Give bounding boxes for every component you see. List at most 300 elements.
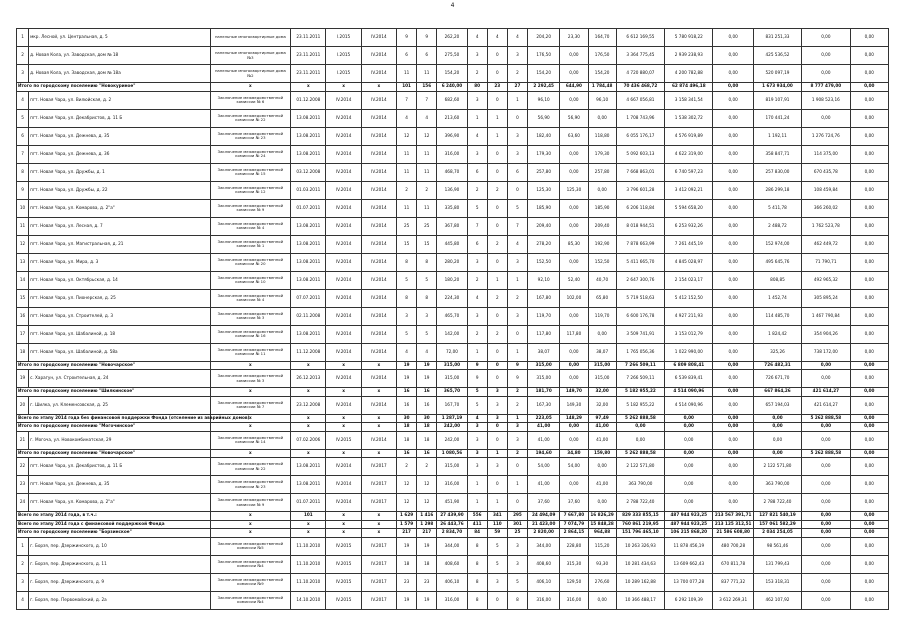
value-cell: 149,70 [560,388,588,397]
value-cell: 316,00 [528,591,560,609]
value-cell: 12 [397,476,417,494]
value-cell: 1 298 [417,520,437,529]
value-cell: 18 [417,431,437,449]
value-cell: x [210,520,291,529]
value-cell: 0,00 [713,423,753,432]
value-cell: 1 080,56 [437,449,467,458]
value-cell: 1 538 302,72 [665,109,713,127]
row-number-cell: 10 [17,199,29,217]
document-date-cell: 13.08.2011 [291,145,326,163]
value-cell: 0,00 [713,361,753,370]
value-cell: 32,00 [588,388,616,397]
value-cell: 421 614,27 [802,396,850,414]
row-number-cell: 18 [17,343,29,361]
value-cell: 11 [397,145,417,163]
value-cell: 808,85 [753,271,801,289]
value-cell: 0,00 [713,370,753,388]
value-cell: 136,90 [437,181,467,199]
value-cell: 7 266 509,11 [616,370,664,388]
value-cell: 0,00 [713,109,753,127]
document-date-cell: 23.11.2011 [291,65,326,83]
total-label-cell: Итого по городскому поселению "Шилкинское" [17,388,211,397]
value-cell: 829 333 855,15 [616,512,664,521]
total-label-cell: Всего по этапу 2014 года с финансовой поддержкой Фонда [17,520,211,529]
value-cell: 964,88 [588,529,616,538]
value-cell: 6 [467,163,487,181]
value-cell: 0,00 [850,271,888,289]
value-cell: 96,10 [528,91,560,109]
actual-date-cell: IV.2014 [361,253,396,271]
document-cell: Заключение межведомственной комиссии № 24 [210,145,291,163]
actual-date-cell: IV.2014 [361,47,396,65]
value-cell: 1 [507,476,527,494]
value-cell: 358 847,71 [753,145,801,163]
table-row [17,109,889,127]
row-number-cell: 8 [17,163,29,181]
value-cell: 56,90 [560,109,588,127]
value-cell: 9 [467,361,487,370]
row-number-cell: 23 [17,476,29,494]
value-cell: 4 [467,127,487,145]
document-date-cell: 02.11.2008 [291,307,326,325]
value-cell: 0,00 [713,458,753,476]
value-cell: 2 [417,458,437,476]
document-cell: Заключение межведомственной комиссии № 3 [210,307,291,325]
address-cell: пгт. Новая Чара, ул. Мира, д. 3 [29,253,210,271]
value-cell: 2 122 571,80 [753,458,801,476]
value-cell: 0,00 [713,253,753,271]
planned-date-cell: IV.2014 [326,343,361,361]
value-cell: 4 200 782,88 [665,65,713,83]
document-date-cell: 07.07.2011 [291,289,326,307]
value-cell: 0,00 [560,47,588,65]
address-cell: пгт. Новая Чара, ул. Декабристов, д. 11 Б [29,458,210,476]
value-cell: 3 [467,431,487,449]
document-date-cell: 23.12.2008 [291,396,326,414]
table-row [17,163,889,181]
value-cell: 0,00 [713,29,753,47]
value-cell: 6 539 839,41 [665,370,713,388]
value-cell: 9 [417,29,437,47]
value-cell: 11 [417,199,437,217]
value-cell: 2 [397,181,417,199]
value-cell: 23 [487,83,507,92]
value-cell: 3 [467,253,487,271]
value-cell: 0,00 [713,127,753,145]
value-cell: 2 [507,289,527,307]
document-date-cell: 23.11.2011 [291,47,326,65]
value-cell: 5 412 152,50 [665,289,713,307]
document-cell: Заключение межведомственной комиссии № 4 [210,217,291,235]
value-cell: 670 811,78 [713,555,753,573]
value-cell: 0,00 [588,458,616,476]
value-cell: 26 443,76 [437,520,467,529]
value-cell: 315,00 [588,370,616,388]
value-cell: 92,10 [528,271,560,289]
value-cell: 176,50 [588,47,616,65]
value-cell: 127 821 540,19 [753,512,801,521]
value-cell: 1 824,42 [753,325,801,343]
value-cell: 0,00 [802,423,850,432]
value-cell: 5 262 888,58 [802,414,850,423]
value-cell: 93,30 [588,555,616,573]
value-cell: 5 [397,271,417,289]
value-cell: 0,00 [713,199,753,217]
table-row [17,29,889,47]
document-cell: Заключение межведомственной комиссии № 9 [210,199,291,217]
value-cell: 0,00 [560,423,588,432]
value-cell: 7 667,80 [560,512,588,521]
value-cell: 325,26 [753,343,801,361]
table-row [17,458,889,476]
value-cell: 18 [397,555,417,573]
value-cell: 0,00 [850,325,888,343]
value-cell: 8 777 479,00 [802,83,850,92]
actual-date-cell: IV.2014 [361,235,396,253]
value-cell: 0 [487,431,507,449]
value-cell: 366 260,02 [802,199,850,217]
value-cell: x [326,529,361,538]
value-cell: 365,70 [437,388,467,397]
planned-date-cell: IV.2014 [326,235,361,253]
value-cell: x [361,83,396,92]
value-cell: 72,00 [437,343,467,361]
value-cell: 37,60 [560,494,588,512]
row-number-cell: 21 [17,431,29,449]
document-cell: Заключение межведомственной комиссии № 16 [210,325,291,343]
value-cell: 2 [467,271,487,289]
value-cell: 1 276 724,76 [802,127,850,145]
value-cell: 6 612 169,55 [616,29,664,47]
value-cell: 181,70 [528,388,560,397]
address-cell: г. Борзя, пер. Дзержинского, д. 10 [29,537,210,555]
value-cell: 59 [487,529,507,538]
value-cell: 0,00 [616,431,664,449]
value-cell: 0,00 [616,423,664,432]
value-cell: 16 [417,388,437,397]
value-cell: 0,00 [753,449,801,458]
value-cell: 3 158 341,54 [665,91,713,109]
value-cell: 154,20 [528,65,560,83]
value-cell: 21 423,00 [528,520,560,529]
table-row [17,235,889,253]
value-cell: 0,00 [713,65,753,83]
value-cell: x [291,529,326,538]
table-row [17,307,889,325]
value-cell: 0,00 [560,476,588,494]
value-cell: 0,00 [802,520,850,529]
value-cell: 18 [417,423,437,432]
value-cell: 12 [417,476,437,494]
value-cell: 4 514 090,96 [665,388,713,397]
table-row [17,181,889,199]
value-cell: 0 [487,591,507,609]
value-cell: 15 848,28 [588,520,616,529]
document-cell: Заключение межведомственной комиссии №9 [210,573,291,591]
value-cell: 406,10 [528,573,560,591]
value-cell: 0,00 [713,325,753,343]
value-cell: 117,80 [528,325,560,343]
value-cell: 156 [417,83,437,92]
document-cell: Заключение межведомственной комиссии № 12 [210,181,291,199]
total-row [17,388,889,397]
address-cell: пгт. Новая Чара, ул. Дежнева, д. 36 [29,145,210,163]
row-number-cell: 17 [17,325,29,343]
value-cell: 38,07 [528,343,560,361]
value-cell: 0,00 [850,65,888,83]
value-cell: 0 [487,307,507,325]
value-cell: 0,00 [713,494,753,512]
value-cell: 315,00 [437,361,467,370]
value-cell: 3 [507,537,527,555]
value-cell: 153 318,31 [753,573,801,591]
value-cell: 0,00 [713,396,753,414]
value-cell: 2 939 238,93 [665,47,713,65]
value-cell: x [291,83,326,92]
row-number-cell: 9 [17,181,29,199]
planned-date-cell: IV.2014 [326,109,361,127]
value-cell: 7 878 663,99 [616,235,664,253]
actual-date-cell: IV.2014 [361,145,396,163]
actual-date-cell: IV.2014 [361,217,396,235]
value-cell: 0 [507,458,527,476]
value-cell: 65,80 [588,289,616,307]
value-cell: 7 668 863,01 [616,163,664,181]
value-cell: 5 262 888,58 [802,449,850,458]
document-date-cell: 11.10.2010 [291,555,326,573]
value-cell: 11 [397,199,417,217]
value-cell: 0,00 [850,449,888,458]
value-cell: 0,00 [713,449,753,458]
value-cell: 19 [397,361,417,370]
value-cell: 0,00 [802,476,850,494]
value-cell: 16 [417,396,437,414]
value-cell: 0,00 [560,163,588,181]
value-cell: 0 [487,145,507,163]
value-cell: 556 [467,512,487,521]
value-cell: 1 762 523,78 [802,217,850,235]
value-cell: x [361,423,396,432]
value-cell: 223,05 [528,414,560,423]
value-cell: 421 614,27 [802,388,850,397]
value-cell: 363 790,00 [753,476,801,494]
value-cell: x [326,512,361,521]
address-cell: с. Харагун, ул. Строительная, д. 24 [29,370,210,388]
value-cell: 2 [467,181,487,199]
value-cell: 4 [507,235,527,253]
total-label-cell: Итого по городскому поселению "Новочарское" [17,361,211,370]
document-date-cell: 13.08.2011 [291,217,326,235]
value-cell: 0,00 [802,529,850,538]
value-cell: 1 452,74 [753,289,801,307]
actual-date-cell: IV.2014 [361,127,396,145]
value-cell: 8 [397,289,417,307]
value-cell: 0 [487,199,507,217]
value-cell: 125,30 [560,181,588,199]
table-row [17,65,889,83]
row-number-cell: 22 [17,458,29,476]
value-cell: 726 671,70 [753,370,801,388]
value-cell: 0,00 [850,83,888,92]
value-cell: 185,90 [588,199,616,217]
value-cell: 341 [487,512,507,521]
value-cell: 19 [397,591,417,609]
value-cell: 0,00 [665,476,713,494]
value-cell: 15 [397,235,417,253]
value-cell: 5 [417,271,437,289]
value-cell: 0,00 [560,145,588,163]
value-cell: 0,00 [802,555,850,573]
value-cell: 5 411,78 [753,199,801,217]
value-cell: 3 153 012,79 [665,325,713,343]
address-cell: пгт. Новая Чара, ул. Вилюйская, д. 2 [29,91,210,109]
value-cell: 465,70 [437,307,467,325]
row-number-cell: 4 [17,91,29,109]
total-row [17,512,889,521]
value-cell: 462 449,72 [802,235,850,253]
value-cell: 9 [507,370,527,388]
value-cell: x [361,529,396,538]
value-cell: 2 [467,325,487,343]
value-cell: 7 [467,217,487,235]
value-cell: 5 [487,537,507,555]
value-cell: 19 [417,361,437,370]
value-cell: 3 364 775,45 [616,47,664,65]
table-row [17,573,889,591]
value-cell: 4 [467,289,487,307]
value-cell: 3 [487,414,507,423]
value-cell: 644,90 [560,83,588,92]
value-cell: 295 [507,512,527,521]
value-cell: 110 [487,520,507,529]
value-cell: 0,00 [802,512,850,521]
value-cell: 6 [467,235,487,253]
value-cell: 11 [397,163,417,181]
value-cell: 41,00 [528,476,560,494]
value-cell: 315,00 [588,361,616,370]
value-cell: 1 [467,494,487,512]
value-cell: 1 765 056,36 [616,343,664,361]
value-cell: 70 436 468,72 [616,83,664,92]
document-date-cell: 11.12.2008 [291,343,326,361]
value-cell: 0 [487,361,507,370]
document-cell: Заключение межведомственной комиссии № 23 [210,476,291,494]
value-cell: 41,00 [588,423,616,432]
value-cell: 6 292 109,39 [665,591,713,609]
value-cell: 3 [487,458,507,476]
value-cell: 182,40 [528,127,560,145]
document-cell: Заключение межведомственной комиссии № 11 [210,343,291,361]
value-cell: 2 [487,325,507,343]
value-cell: 462 107,92 [753,591,801,609]
value-cell: 2 647 300,76 [616,271,664,289]
value-cell: 213,60 [437,109,467,127]
table-row [17,555,889,573]
value-cell: 7 261 445,19 [665,235,713,253]
value-cell: 0,00 [560,343,588,361]
value-cell: 0 [487,91,507,109]
value-cell: 167,30 [528,396,560,414]
document-date-cell: 13.08.2011 [291,271,326,289]
value-cell: 32,00 [588,396,616,414]
value-cell: 85,30 [560,235,588,253]
value-cell: x [361,520,396,529]
document-date-cell: 01.12.2008 [291,91,326,109]
value-cell: 316,00 [437,476,467,494]
value-cell: 30 [397,414,417,423]
document-date-cell: 11.10.2010 [291,537,326,555]
value-cell: 0,00 [588,109,616,127]
value-cell: 2 [507,449,527,458]
value-cell: 34,80 [560,449,588,458]
total-label-cell: Итого по городскому поселению "Борзинское" [17,529,211,538]
planned-date-cell: I.2015 [326,47,361,65]
row-number-cell: 2 [17,555,29,573]
value-cell: 280,20 [437,253,467,271]
value-cell: 157 061 582,29 [753,520,801,529]
value-cell: 3 [467,423,487,432]
table-row [17,199,889,217]
total-row [17,414,889,423]
planned-date-cell: IV.2015 [326,555,361,573]
value-cell: 152,50 [528,253,560,271]
value-cell: 831 251,33 [753,29,801,47]
value-cell: x [210,414,291,423]
value-cell: 9 [467,370,487,388]
value-cell: 0,00 [560,253,588,271]
value-cell: 6 206 118,84 [616,199,664,217]
table-row [17,370,889,388]
value-cell: 367,80 [437,217,467,235]
value-cell: 411 [467,520,487,529]
value-cell: 257,80 [528,163,560,181]
value-cell: 0,00 [560,307,588,325]
value-cell: 1 [507,91,527,109]
value-cell: 2 [417,181,437,199]
table-row [17,431,889,449]
value-cell: 3 796 601,28 [616,181,664,199]
value-cell: 0,00 [665,449,713,458]
address-cell: пгт. Новая Чара, ул. Магистральная, д. 21 [29,235,210,253]
value-cell: 213 567 391,71 [713,512,753,521]
value-cell: 0,00 [713,163,753,181]
total-label-cell: Всего по этапу 2014 года без финансовой поддержки Фонда (отселение из аварийных домов) [17,414,211,423]
value-cell: 1 [467,476,487,494]
value-cell: 154,20 [588,65,616,83]
value-cell: 1 [507,414,527,423]
value-cell: 11 [417,163,437,181]
value-cell: 819 107,91 [753,91,801,109]
value-cell: 179,30 [528,145,560,163]
planned-date-cell: IV.2015 [326,431,361,449]
value-cell: 0,00 [753,423,801,432]
address-cell: пгт. Новая Чара, ул. Пионерская, д. 25 [29,289,210,307]
value-cell: 5 092 603,13 [616,145,664,163]
document-cell: панельные многоквартирные дома [210,29,291,47]
value-cell: x [291,361,326,370]
value-cell: 54,00 [560,458,588,476]
table-row [17,91,889,109]
value-cell: 657 194,03 [753,396,801,414]
actual-date-cell: IV.2014 [361,65,396,83]
value-cell: 118,80 [588,127,616,145]
value-cell: 6 [417,47,437,65]
value-cell: 0,00 [850,494,888,512]
total-label-cell: Всего по этапу 2014 года, в т.ч.: [17,512,211,521]
value-cell: 2 034 254,05 [753,529,801,538]
value-cell: 468,70 [437,163,467,181]
value-cell: 2 820,00 [528,529,560,538]
